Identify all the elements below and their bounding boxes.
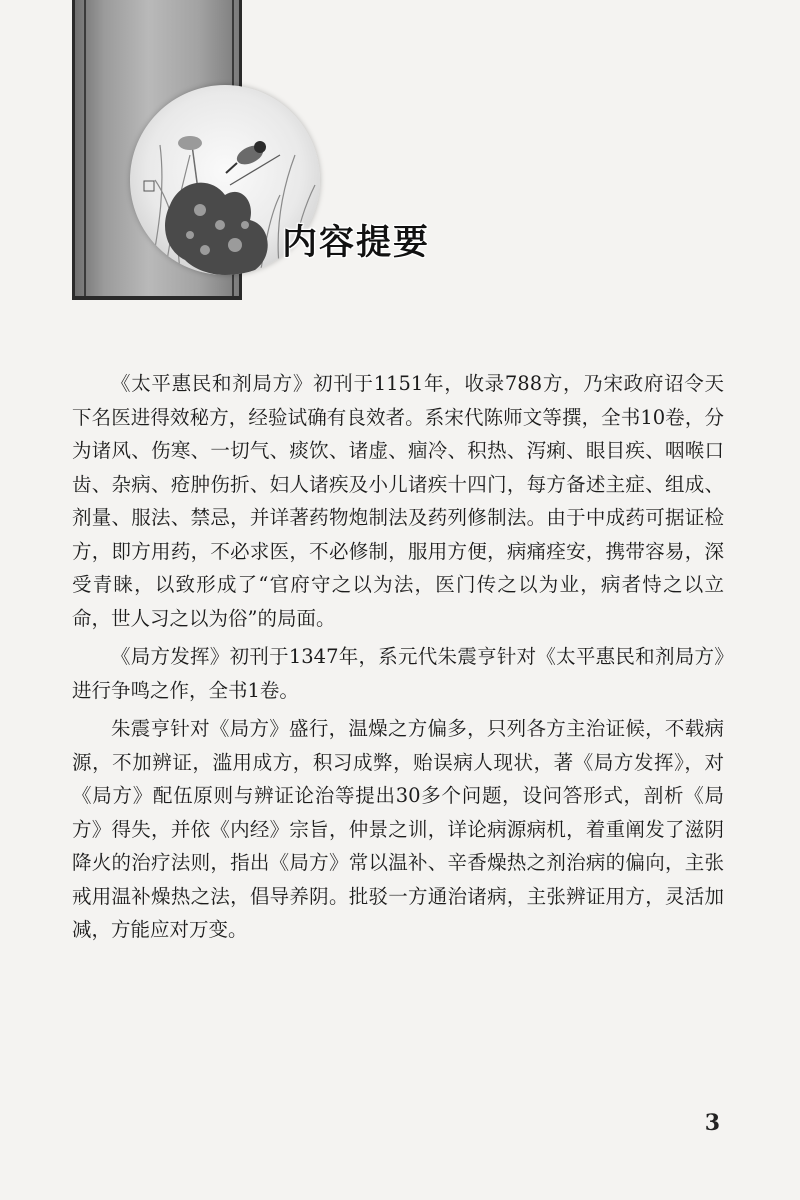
paragraph-1: 《太平惠民和剂局方》初刊于1151年，收录788方，乃宋政府诏令天下名医进得效秘方，经验试确有良效者。系宋代陈师文等撰，全书10卷，分为诸风、伤寒、一切气、痰饮、诸虚、痼冷、积热、泻痢、眼目疾、咽喉口齿、杂病、疮肿伤折、妇人诸疾及小儿诸疾十四门，每方备述主症、组成、剂量、服法、禁忌，并详著药物炮制法及药列修制法。由于中成药可据证检方，即方用药，不必求医，不必修制，服用方便，病痛痊安，携带容易，深受青睐，以致形成了“官府守之以为法，医门传之以为业，病者恃之以立命，世人习之以为俗”的局面。 (72, 372, 724, 630)
body-content (72, 367, 724, 952)
paragraph-3: 朱震亨针对《局方》盛行，温燥之方偏多，只列各方主治证候，不载病源，不加辨证，滥用成方，积习成弊，贻误病人现状，著《局方发挥》，对《局方》配伍原则与辨证论治等提出30多个问题，设问答形式，剖析《局方》得失，并依《内经》宗旨，仲景之训，详论病源病机，着重阐发了滋阴降火的治疗法则，指出《局方》常以温补、辛香燥热之剂治病的偏向，主张戒用温补燥热之法，倡导养阴。批驳一方通治诸病，主张辨证用方，灵活加减，方能应对万变。 (72, 717, 724, 941)
title-block (282, 210, 430, 270)
page-title: 内容提要 (282, 223, 431, 263)
band-bottom-rule (72, 296, 242, 300)
page-number: 3 (704, 1110, 720, 1136)
paragraph-2: 《局方发挥》初刊于1347年，系元代朱震亨针对《太平惠民和剂局方》进行争鸣之作，全书1卷。 (72, 645, 724, 702)
band-stripe-left (84, 0, 86, 300)
